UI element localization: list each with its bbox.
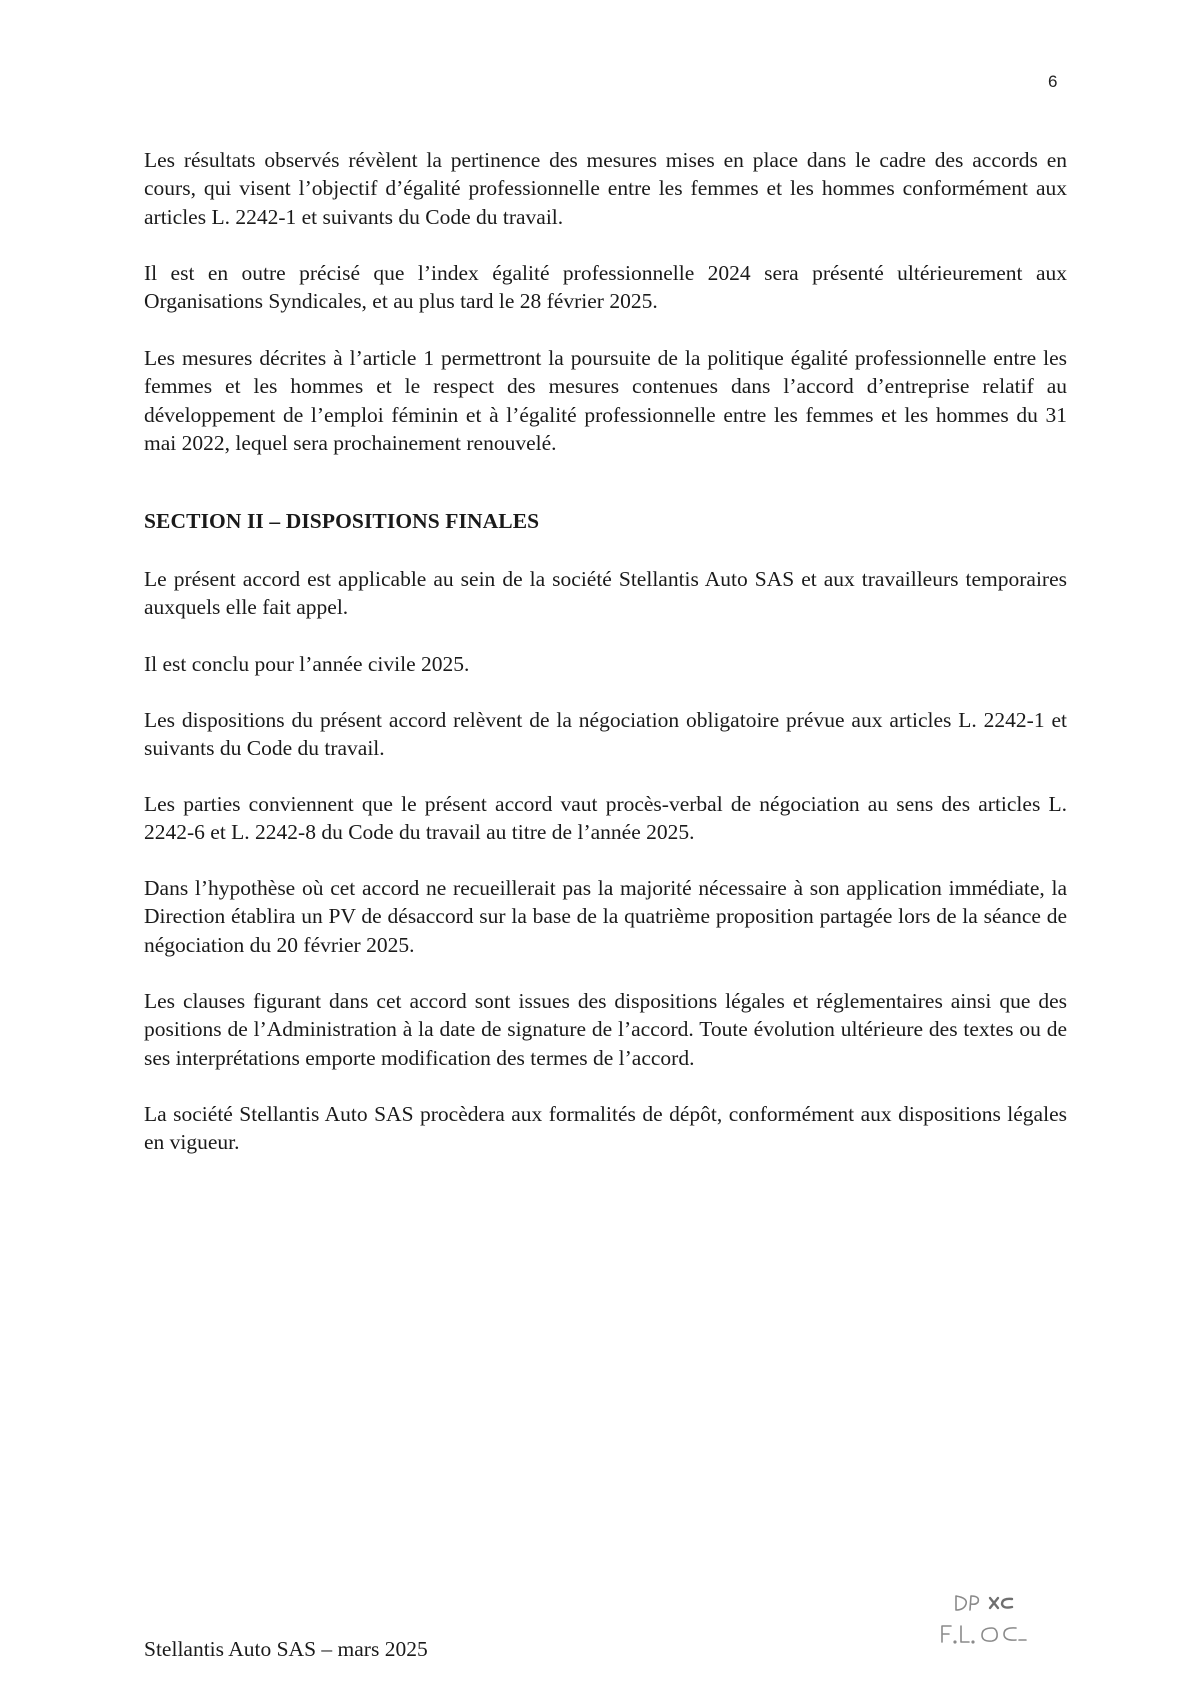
- paragraph-measures: Les mesures décrites à l’article 1 permettront la poursuite de la politique égalité professionnelle entre les femmes et les hommes et le respect des mesures contenues dans l’accord d’entreprise relatif au développement de l’emploi féminin et à l’égalité professionnelle entre les femmes et les hommes du 31 mai 2022, lequel sera prochainement renouvelé.: [144, 346, 1067, 455]
- paragraph-index: Il est en outre précisé que l’index égalité professionnelle 2024 sera présenté ultérieurement aux Organisations Syndicales, et au plus tard le 28 février 2025.: [144, 261, 1067, 314]
- paragraph-filing: La société Stellantis Auto SAS procèdera aux formalités de dépôt, conformément aux dispositions légales en vigueur.: [144, 1102, 1067, 1155]
- paragraph-results: Les résultats observés révèlent la pertinence des mesures mises en place dans le cadre des accords en cours, qui visent l’objectif d’égalité professionnelle entre les femmes et les hommes conformément aux articles L. 2242-1 et suivants du Code du travail.: [144, 148, 1067, 229]
- footer-text: Stellantis Auto SAS – mars 2025: [144, 1637, 428, 1661]
- paragraph-scope: Le présent accord est applicable au sein de la société Stellantis Auto SAS et aux travailleurs temporaires auxquels elle fait appel.: [144, 567, 1067, 620]
- section-heading: SECTION II – DISPOSITIONS FINALES: [144, 509, 540, 533]
- paragraph-minutes: Les parties conviennent que le présent accord vaut procès-verbal de négociation au sens des articles L. 2242-6 et L. 2242-8 du Code du travail au titre de l’année 2025.: [144, 792, 1067, 845]
- paragraph-clauses: Les clauses figurant dans cet accord sont issues des dispositions légales et réglementaires ainsi que des positions de l’Administration à la date de signature de l’accord. Toute évolution ultérieure des textes ou de ses interprétations emporte modification des termes de l’accord.: [144, 989, 1067, 1070]
- handwritten-initials: [920, 1586, 1060, 1656]
- paragraph-duration: Il est conclu pour l’année civile 2025.: [144, 652, 470, 676]
- page-number: 6: [1048, 72, 1058, 91]
- paragraph-negotiation: Les dispositions du présent accord relèvent de la négociation obligatoire prévue aux articles L. 2242-1 et suivants du Code du travail.: [144, 708, 1067, 761]
- paragraph-disagreement: Dans l’hypothèse où cet accord ne recueillerait pas la majorité nécessaire à son application immédiate, la Direction établira un PV de désaccord sur la base de la quatrième proposition partagée lors de la séance de négociation du 20 février 2025.: [144, 876, 1067, 957]
